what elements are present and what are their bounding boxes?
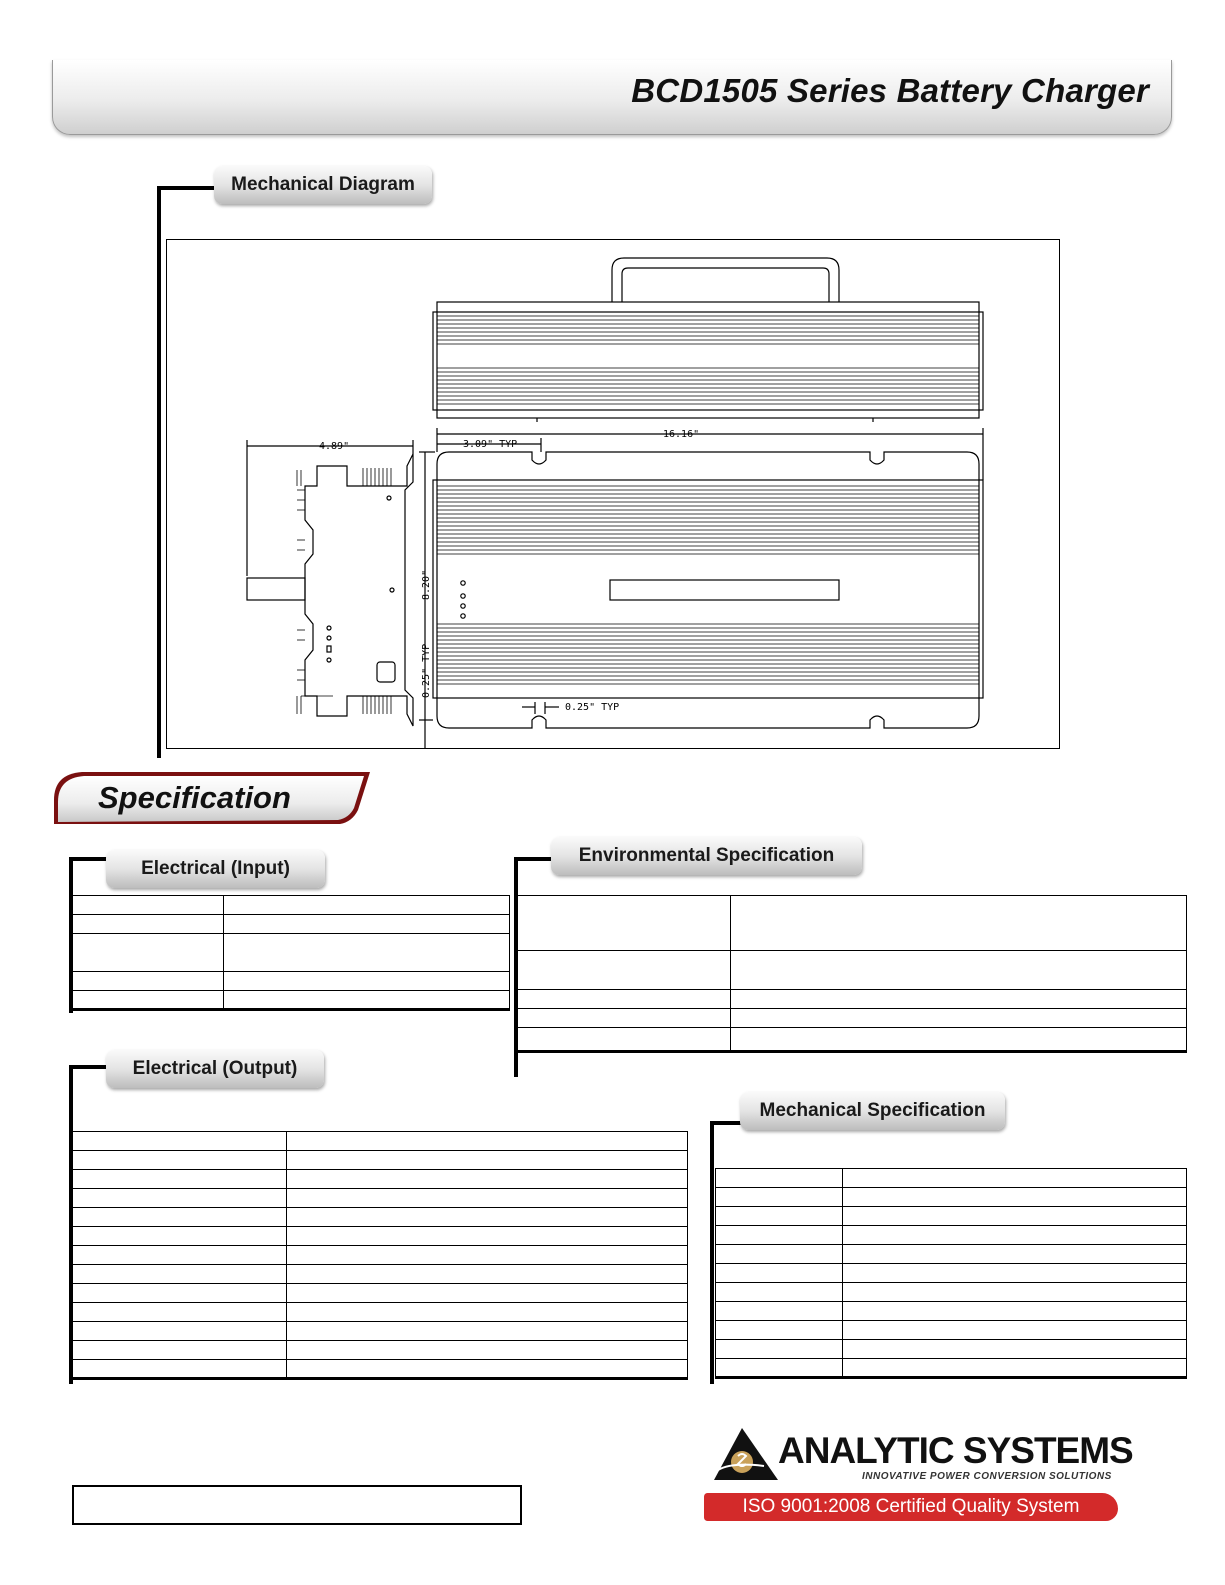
table-row — [73, 1341, 688, 1360]
table-row — [73, 991, 510, 1010]
electrical-input-table — [72, 895, 510, 1011]
electrical-output-heading: Electrical (Output) — [106, 1050, 324, 1088]
company-logo-icon — [712, 1426, 782, 1482]
table-row — [73, 1284, 688, 1303]
table-row — [73, 934, 510, 972]
table-row — [716, 1321, 1187, 1340]
environmental-heading: Environmental Specification — [551, 837, 862, 875]
table-row — [716, 1283, 1187, 1302]
table-row — [73, 1360, 688, 1379]
mechanical-spec-bracket-vertical — [710, 1121, 714, 1384]
table-row — [73, 1265, 688, 1284]
table-row — [518, 951, 1187, 990]
table-row — [716, 1264, 1187, 1283]
company-tagline: INNOVATIVE POWER CONVERSION SOLUTIONS — [862, 1471, 1112, 1482]
mechanical-spec-heading: Mechanical Specification — [740, 1092, 1005, 1130]
environmental-table — [517, 895, 1187, 1053]
page-title: BCD1505 Series Battery Charger — [631, 72, 1149, 109]
diagram-bracket-horizontal — [157, 186, 219, 190]
specification-heading: Specification — [98, 780, 291, 815]
table-row — [73, 1227, 688, 1246]
table-row — [73, 1151, 688, 1170]
company-name: ANALYTIC SYSTEMS — [778, 1430, 1133, 1471]
table-row — [716, 1207, 1187, 1226]
mechanical-drawing — [167, 240, 1061, 750]
environmental-bracket-horizontal — [514, 857, 556, 861]
dim-height: 8.20" — [421, 569, 432, 600]
mechanical-diagram — [166, 239, 1060, 749]
table-row — [73, 1189, 688, 1208]
dim-typ-left: 3.09" TYP — [463, 439, 518, 450]
output-bracket-horizontal — [69, 1065, 109, 1069]
table-row — [716, 1359, 1187, 1378]
table-row — [518, 896, 1187, 951]
input-bracket-horizontal — [69, 857, 109, 861]
electrical-output-table — [72, 1131, 688, 1380]
dim-side-width: 4.89" — [319, 441, 350, 452]
table-row — [518, 990, 1187, 1009]
mechanical-spec-table — [715, 1168, 1187, 1379]
table-row — [716, 1302, 1187, 1321]
table-row — [716, 1245, 1187, 1264]
table-row — [73, 1246, 688, 1265]
diagram-bracket-vertical — [157, 186, 161, 758]
table-row — [716, 1188, 1187, 1207]
dim-length: 16.16" — [663, 429, 700, 440]
table-row — [73, 1208, 688, 1227]
table-row — [73, 1170, 688, 1189]
dim-bottom-typ: 0.25" TYP — [421, 643, 432, 698]
table-row — [73, 915, 510, 934]
table-row — [73, 896, 510, 915]
iso-certification: ISO 9001:2008 Certified Quality System — [704, 1493, 1118, 1521]
table-row — [716, 1169, 1187, 1188]
table-row — [716, 1226, 1187, 1245]
table-row — [716, 1340, 1187, 1359]
footer-box — [72, 1485, 522, 1525]
mechanical-diagram-heading: Mechanical Diagram — [214, 166, 432, 204]
table-row — [73, 972, 510, 991]
table-row — [73, 1303, 688, 1322]
electrical-input-heading: Electrical (Input) — [106, 850, 325, 888]
table-row — [73, 1132, 688, 1151]
table-row — [518, 1009, 1187, 1028]
header-bar — [52, 60, 1172, 135]
dim-slot-typ: 0.25" TYP — [565, 702, 620, 713]
table-row — [73, 1322, 688, 1341]
table-row — [518, 1028, 1187, 1052]
